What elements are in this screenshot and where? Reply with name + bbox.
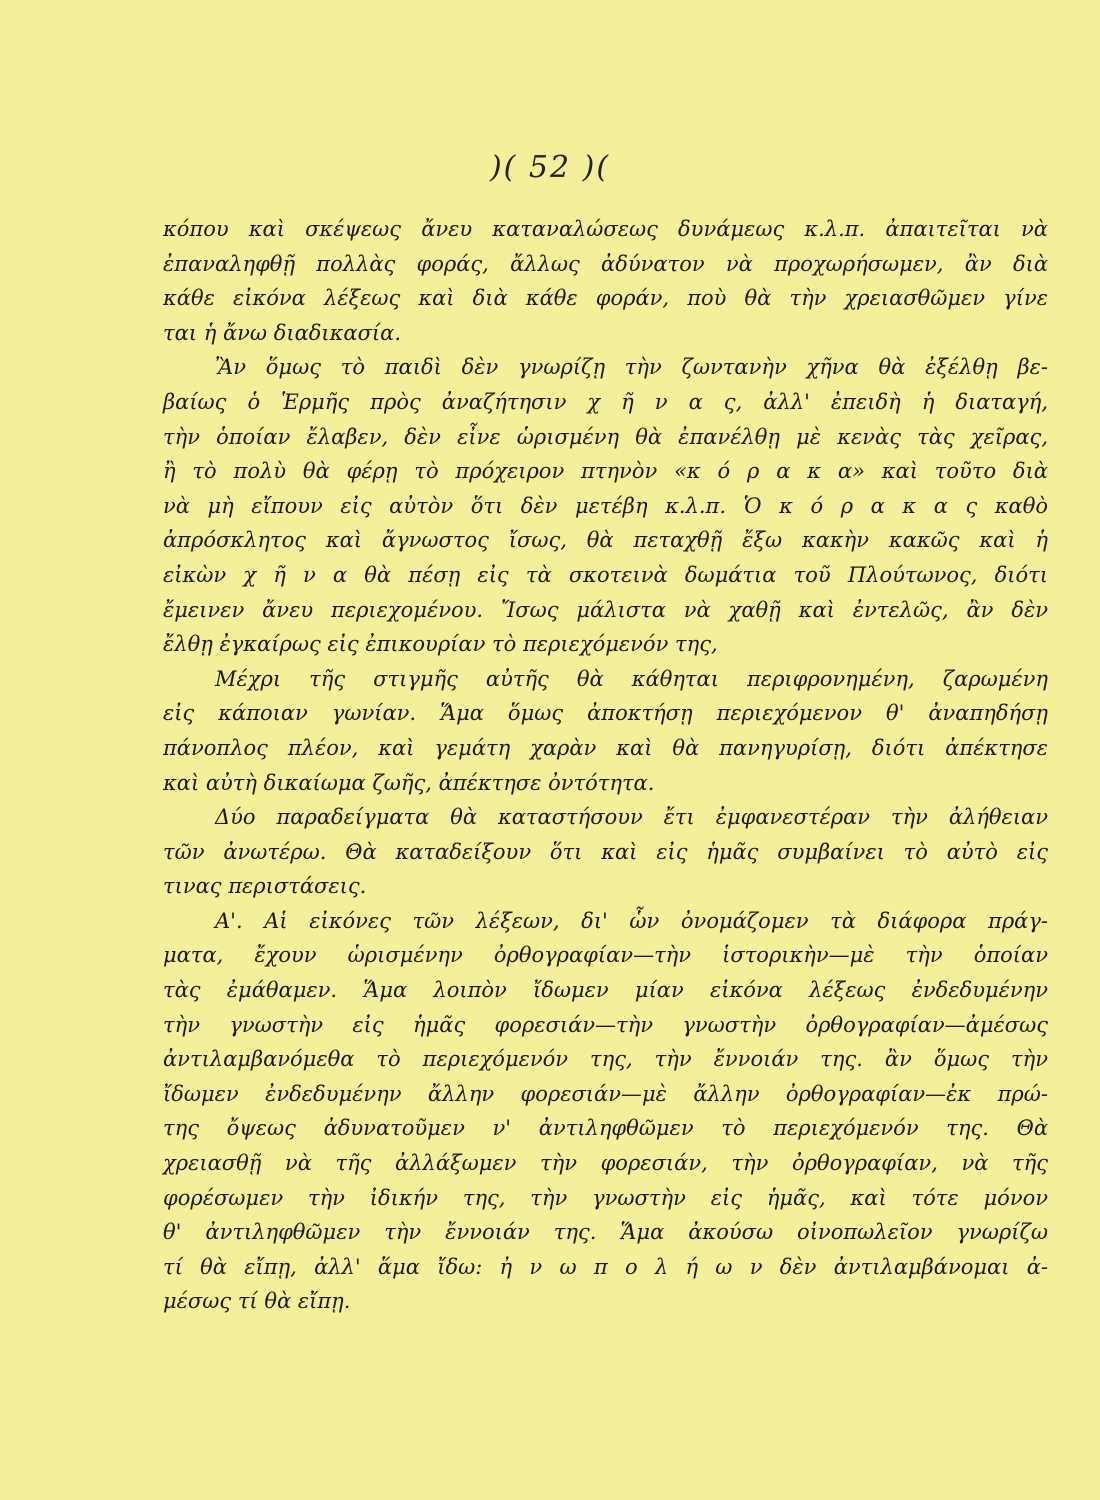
text-line: κόπου καὶ σκέψεως ἄνευ καταναλώσεως δυνάμεως κ.λ.π. ἀπαιτεῖται νὰ — [163, 217, 1048, 241]
text-line: ἀπρόσκλητος καὶ ἄγνωστος ἴσως, θὰ πεταχθῇ ἔξω κακὴν κακῶς καὶ ἡ — [163, 528, 1048, 553]
text-line: Δύο παραδείγματα θὰ καταστήσουν ἔτι ἐμφανεστέραν τὴν ἀλήθειαν — [215, 805, 1048, 830]
text-line: ἐπαναληφθῇ πολλὰς φοράς, ἄλλως ἀδύνατον νὰ προχωρήσωμεν, ἂν διὰ — [163, 251, 1048, 276]
text-line: τὴν ὁποίαν ἔλαβεν, δὲν εἶνε ὡρισμένη θὰ ἐπανέλθῃ μὲ κενὰς τὰς χεῖρας, — [163, 424, 1048, 449]
text-line: ἢ τὸ πολὺ θὰ φέρῃ τὸ πρόχειρον πτηνὸν «κ ό ρ α κ α» καὶ τοῦτο διὰ — [163, 459, 1048, 484]
text-line: εἰκὼν χ ῆ ν α θὰ πέσῃ εἰς τὰ σκοτεινὰ δωμάτια τοῦ Πλούτωνος, διότι — [163, 562, 1048, 587]
text-line: τὰς ἐμάθαμεν. Ἅμα λοιπὸν ἴδωμεν μίαν εἰκόνα λέξεως ἐνδεδυμένην — [163, 978, 1048, 1003]
text-line: νὰ μὴ εἴπουν εἰς αὐτὸν ὅτι δὲν μετέβη κ.λ.π. Ὁ κ ό ρ α κ α ς καθὸ — [163, 493, 1048, 518]
text-line: πάνοπλος πλέον, καὶ γεμάτη χαρὰν καὶ θὰ πανηγυρίσῃ, διότι ἀπέκτησε — [163, 735, 1048, 760]
body-text — [163, 212, 1048, 1319]
text-line: της ὄψεως ἀδυνατοῦμεν ν' ἀντιληφθῶμεν τὸ περιεχόμενόν της. Θὰ — [163, 1116, 1048, 1141]
text-line: Μέχρι τῆς στιγμῆς αὐτῆς θὰ κάθηται περιφρονημένη, ζαρωμένη — [215, 666, 1048, 691]
text-line: Ἂν ὅμως τὸ παιδὶ δὲν γνωρίζῃ τὴν ζωντανὴν χῆνα θὰ ἐξέλθῃ βε- — [215, 355, 1048, 380]
page-number: )( 52 )( — [489, 150, 611, 185]
text-line: καὶ αὐτὴ δικαίωμα ζωῆς, ἀπέκτησε ὀντότητα. — [163, 770, 655, 795]
text-line: μέσως τί θὰ εἴπῃ. — [163, 1289, 351, 1314]
text-line: ἀντιλαμβανόμεθα τὸ περιεχόμενόν της, τὴν ἔννοιάν της. ἂν ὅμως τὴν — [163, 1047, 1048, 1072]
text-line: χρειασθῇ νὰ τῆς ἀλλάξωμεν τὴν φορεσιάν, τὴν ὀρθογραφίαν, νὰ τῆς — [163, 1151, 1048, 1176]
text-line: τὴν γνωστὴν εἰς ἡμᾶς φορεσιάν—τὴν γνωστὴν ὀρθογραφίαν—ἀμέσως — [163, 1012, 1048, 1037]
text-line: Α'. Αἱ εἰκόνες τῶν λέξεων, δι' ὧν ὀνομάζομεν τὰ διάφορα πράγ- — [215, 908, 1048, 933]
text-line: ἔλθῃ ἐγκαίρως εἰς ἐπικουρίαν τὸ περιεχόμενόν της, — [163, 632, 718, 657]
text-line: τῶν ἀνωτέρω. Θὰ καταδείξουν ὅτι καὶ εἰς ἡμᾶς συμβαίνει τὸ αὐτὸ εἰς — [163, 839, 1048, 864]
text-line: βαίως ὁ Ἑρμῆς πρὸς ἀναζήτησιν χ ῆ ν α ς, ἀλλ' ἐπειδὴ ἡ διαταγή, — [163, 389, 1048, 414]
text-line: φορέσωμεν τὴν ἰδικήν της, τὴν γνωστὴν εἰς ἡμᾶς, καὶ τότε μόνον — [163, 1185, 1048, 1210]
text-line: θ' ἀντιληφθῶμεν τὴν ἔννοιάν της. Ἅμα ἀκούσω οἰνοπωλεῖον γνωρίζω — [163, 1220, 1048, 1245]
text-line: τί θὰ εἴπῃ, ἀλλ' ἅμα ἴδω: ἠ ν ω π ο λ ή ω ν δὲν ἀντιλαμβάνομαι ἀ- — [163, 1254, 1048, 1279]
text-line: ματα, ἔχουν ὡρισμένην ὀρθογραφίαν—τὴν ἱστορικὴν—μὲ τὴν ὁποίαν — [163, 943, 1048, 968]
text-line: ται ἡ ἄνω διαδικασία. — [163, 320, 402, 345]
text-line: τινας περιστάσεις. — [163, 874, 367, 899]
text-line: εἰς κάποιαν γωνίαν. Ἅμα ὅμως ἀποκτήσῃ περιεχόμενον θ' ἀναπηδήσῃ — [163, 701, 1048, 726]
text-line: ἔμεινεν ἄνευ περιεχομένου. Ἴσως μάλιστα νὰ χαθῇ καὶ ἐντελῶς, ἂν δὲν — [163, 597, 1048, 622]
text-line: κάθε εἰκόνα λέξεως καὶ διὰ κάθε φοράν, ποὺ θὰ τὴν χρειασθῶμεν γίνε — [163, 286, 1048, 311]
text-line: ἴδωμεν ἐνδεδυμένην ἄλλην φορεσιάν—μὲ ἄλλην ὀρθογραφίαν—ἐκ πρώ- — [163, 1081, 1048, 1106]
